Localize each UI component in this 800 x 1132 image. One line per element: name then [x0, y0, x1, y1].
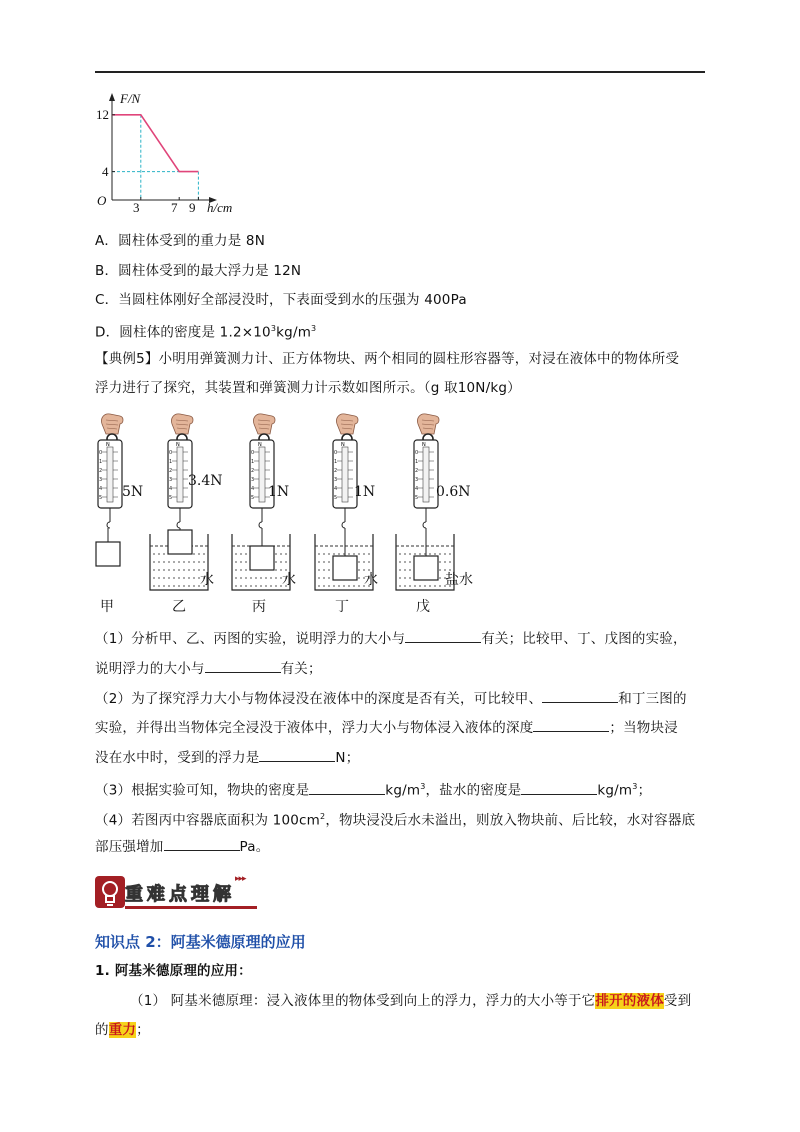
question-2-line2	[95, 719, 678, 737]
y-axis-arrow	[109, 93, 115, 101]
y-tick-12: 12	[96, 107, 109, 122]
option-d-unit: kg/m	[276, 324, 312, 341]
y-axis-label: F/N	[120, 91, 141, 106]
knowledge-item-1: 1. 阿基米德原理的应用：	[95, 963, 252, 979]
q3-end: ；	[637, 782, 652, 799]
force-depth-graph	[95, 90, 245, 215]
question-2-line1	[95, 690, 687, 708]
q1-blank-2	[205, 660, 281, 673]
x-tick-9: 9	[189, 200, 196, 215]
option-d-unit-exp: 3	[311, 324, 317, 333]
block	[250, 546, 274, 570]
q2-text-f: N；	[335, 750, 360, 766]
option-d-text: D．圆柱体的密度是 1.2×10	[95, 324, 271, 341]
p1-highlight: 排开的液体	[595, 993, 664, 1009]
liquid-bing: 水	[282, 572, 296, 588]
q2-blank-2	[533, 719, 609, 732]
q4-text-c: 部压强增加	[95, 839, 164, 855]
q3-text-b: ，盐水的密度是	[425, 782, 522, 799]
knowledge-paragraph-line2	[95, 1021, 150, 1039]
reading-jia: 5N	[122, 484, 144, 500]
question-4-line2	[95, 838, 269, 856]
reading-yi: 3.4N	[188, 473, 223, 489]
x-tick-7: 7	[171, 200, 178, 215]
y-tick-4: 4	[102, 164, 109, 179]
q3-text-a: （3）根据实验可知，物块的密度是	[95, 782, 310, 799]
q4-blank	[164, 838, 240, 851]
label-ding: 丁	[335, 599, 349, 615]
option-b: B．圆柱体受到的最大浮力是 12N	[95, 263, 302, 279]
p1-text-b: 受到	[663, 993, 692, 1009]
q2-text-c: 实验，并得出当物体完全浸没于液体中，浮力大小与物体浸入液体的深度	[95, 720, 534, 736]
spring-scale	[414, 440, 438, 528]
q3-unit-1-exp: 3	[420, 782, 426, 791]
q4-exp: 2	[320, 812, 326, 821]
label-wu: 戊	[416, 599, 430, 615]
tick-marks	[112, 115, 198, 200]
q2-text-d: ；当物块浸	[609, 720, 678, 736]
q2-blank-3	[259, 749, 335, 762]
q1-blank-1	[405, 630, 481, 643]
label-jia: 甲	[100, 599, 114, 615]
p2-text-a: 的	[95, 1022, 109, 1038]
force-line	[112, 115, 198, 172]
block	[96, 542, 120, 566]
p2-text-b: ；	[136, 1022, 150, 1038]
block	[333, 556, 357, 580]
knowledge-paragraph-line1	[130, 992, 691, 1010]
x-axis-label: h/cm	[207, 200, 233, 215]
q3-unit-1: kg/m	[385, 782, 421, 799]
p1-text-a: （1） 阿基米德原理：浸入液体里的物体受到向上的浮力，浮力的大小等于它	[130, 993, 596, 1009]
q2-blank-1	[542, 690, 618, 703]
banner-title: 重难点理解	[125, 880, 257, 909]
knowledge-title: 知识点 2：阿基米德原理的应用	[95, 933, 306, 951]
q3-unit-2: kg/m	[597, 782, 633, 799]
question-1-line2	[95, 660, 322, 678]
q2-text-a: （2）为了探究浮力大小与物体浸没在液体中的深度是否有关，可比较甲、	[95, 691, 543, 707]
q1-text-a: （1）分析甲、乙、丙图的实验，说明浮力的大小与	[95, 631, 406, 647]
label-yi: 乙	[172, 599, 186, 615]
block	[414, 556, 438, 580]
liquid-wu: 盐水	[445, 572, 473, 588]
liquid-yi: 水	[200, 572, 214, 588]
q3-blank-2	[521, 782, 597, 795]
q2-text-b: 和丁三图的	[618, 691, 687, 707]
origin-label: O	[97, 193, 107, 208]
reading-ding: 1N	[354, 484, 376, 500]
q4-text-a: （4）若图丙中容器底面积为 100cm	[95, 812, 321, 829]
option-d	[95, 320, 316, 342]
section-banner	[95, 874, 265, 912]
reading-wu: 0.6N	[436, 484, 471, 500]
example5-line1: 【典例5】小明用弹簧测力计、正方体物块、两个相同的圆柱形容器等，对浸在液体中的物体所受	[95, 351, 680, 367]
q3-blank-1	[309, 782, 385, 795]
graph-series	[112, 115, 198, 172]
question-4-line1	[95, 808, 695, 830]
question-3	[95, 778, 651, 800]
lightbulb-icon	[95, 876, 125, 908]
label-bing: 丙	[252, 599, 266, 615]
p2-highlight: 重力	[108, 1022, 137, 1038]
spring-scale	[98, 440, 122, 528]
q4-text-d: Pa。	[239, 839, 270, 855]
question-2-line3	[95, 749, 359, 767]
x-tick-3: 3	[133, 200, 140, 215]
example5-line2: 浮力进行了探究，其装置和弹簧测力计示数如图所示。（g 取10N/kg）	[95, 380, 521, 396]
banner-arrows-icon: ▸▸▸	[235, 874, 246, 884]
question-1-line1	[95, 630, 687, 648]
q1-text-c: 说明浮力的大小与	[95, 661, 205, 677]
guide-lines	[112, 115, 198, 200]
q4-text-b: ，物块浸没后水未溢出，则放入物块前、后比较，水对容器底	[325, 812, 696, 829]
q1-text-d: 有关；	[280, 661, 322, 677]
reading-bing: 1N	[268, 484, 290, 500]
liquid-ding: 水	[364, 572, 378, 588]
option-d-exp: 3	[270, 324, 277, 333]
q1-text-b: 有关；比较甲、丁、戊图的实验，	[481, 631, 687, 647]
block	[168, 530, 192, 554]
option-c: C．当圆柱体刚好全部浸没时，下表面受到水的压强为 400Pa	[95, 292, 467, 308]
q3-unit-2-exp: 3	[632, 782, 638, 791]
option-a: A．圆柱体受到的重力是 8N	[95, 233, 266, 249]
q2-text-e: 没在水中时，受到的浮力是	[95, 750, 260, 766]
header-rule	[95, 71, 705, 73]
experiment-figure: N 012 345	[88, 412, 508, 612]
